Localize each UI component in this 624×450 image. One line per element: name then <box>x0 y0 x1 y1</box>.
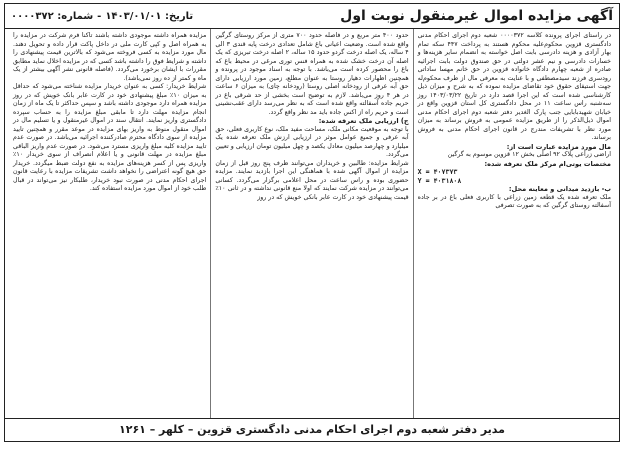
meta-separator: - <box>97 10 102 22</box>
conditions-continued: مزایده همراه داشته موجودی داشته باشند تاکنا فرم شرکت در مزایده را به همراه اصل و کپی کارت ملی در داخل پاکت قرار داده و تحویل دهند. مال مورد مزایده به کسی فروخته می‌شود که بالاترین قیمت پیشنهادی را داشته و شرایط فوق را داشته باشد کسی که در مزایده اخلال نماید مطابق مقررات با ایشان برخورد می‌گردد. (فاصله قانونی نشر آگهی بیشتر از یک ماه و کمتر از ده روز نمی‌باشد). <box>13 32 207 82</box>
notice-date: تاریخ: ۱۴۰۳/۰۱/۰۱ <box>105 10 194 22</box>
property-description: اراضی زراعی پلاک ۹۲ اصلی بخش ۱۲ قزوین موسوم به گرگین <box>447 151 611 158</box>
column-middle <box>211 29 413 418</box>
buyer-conditions: شرایط خریدار: کسی به عنوان خریدار مزایده شناخته می‌شود که حداقل به میزان ۱۰٪ مبلغ پیشنهادی خود در کارت عابر بانک خویش که در روز مزایده همراه دارد موجودی داشته باشد و سپس حداکثر تا یک ماه از زمان انجام مزایده مهلت دارد تا مابقی مبلغ مزایده را به حساب سپرده دادگستری واریز نمایند. انتقال سند در اموال غیرمنقول و یا تسلیم مال در اموال منقول منوط به واریز بهای مزایده در موعد مقرر و همچنین تایید مزایده از سوی دادگاه محترم صادرکننده اجرائیه می‌باشد. در صورت عدم تایید مزایده کلیه مبلغ واریزی مسترد می‌شود. در صورت عدم واریز الباقی مبلغ مزایده در مهلت قانونی و یا اعلام انصراف از سوی خریدار ۱۰٪ واریزی پس از کسر هزینه‌های مزایده به نفع دولت ضبط میگردد. خریدار حق هیچ گونه اعتراضی را نخواهد داشت تشریفات مزایده با رعایت قانون اجرای احکام مدنی در صورت نبود خریدار، طلبکار نیز می‌تواند در قبال طلب خود از اموال مورد مزایده استفاده کند. <box>13 83 207 192</box>
valuation-heading: ج) ارزیابی ملک تعرفه شده: <box>318 117 409 125</box>
notice-title: آگهی مزایده اموال غیرمنقول نوبت اول <box>340 8 613 24</box>
coordinates-heading: مختصات یوتی‌ام مرکز ملک تعرفه شده: <box>484 159 611 168</box>
coordinate-x <box>418 168 611 177</box>
column-left <box>9 29 211 418</box>
coordinate-y-value: ۴۰۳۱۸۰۸ <box>433 176 462 185</box>
column-right <box>414 29 615 418</box>
coordinate-y-label: Y = <box>417 176 430 185</box>
inspection-heading: ب- بازدید میدانی و معاینه محل: <box>508 185 611 193</box>
auction-conditions: شرایط مزایده: طالبین و خریداران می‌توانند ظرف پنج روز قبل از زمان مزایده از اموال آگهی شده با هماهنگی این اجرا بازدید نمایند. مزایده حضوری بوده و راس ساعت در محل اعلامی برگزار می‌گردد. کسانی می‌توانند در مزایده شرکت نمایند که اولا منع قانونی نداشته و در ثانی ۱۰٪ قیمت پیشنهادی خود در کارت عابر بانکی خویش که در روز <box>215 159 409 201</box>
notice-footer: مدیر دفتر شعبه دوم اجرای احکام مدنی دادگستری قزوین – کلهر – ۱۲۶۱ <box>5 418 619 441</box>
intro-paragraph: در راستای اجرای پرونده کلاسه ۰۰۰۰۳۷۲ شعبه دوم اجرای احکام مدنی دادگستری قزوین محکوم‌علیه محکوم هستند به پرداخت ۴۴۷ سکه تمام بهار آزادی و هزینه دادرسی بابت اصل خواسته به انضمام سایر هزینه‌ها و خسارات دادرسی و نیم عشر دولتی در حق صندوق دولت بابت اجرائیه صادره از شعبه چهارم دادگاه خانواده قزوین در حق خانم مهسا ساداتی رودسری فرزند سیدمصطفی و با عنایت به معرفی مال از طرف محکوم‌له جهت استیفای حقوق خود تقاضای مزایده نموده که به شرح و میزان ذیل کارشناسی شده است که این اجرا قصد دارد در تاریخ ۱۴۰۳/۰۳/۲۲ روز سه‌شنبه راس ساعت ۱۱ در محل دادگستری کل استان قزوین واقع در خیابان شهیدبابایی جنب پارک الغدیر دفتر شعبه دوم اجرای احکام مدنی اموال ذیل‌الذکر را از طریق مزایده عمومی به فروش برساند به میزان مورد نظر با تشریفات مندرج در قانون اجرای احکام مدنی به فروش برساند. <box>417 32 612 141</box>
notice-body <box>5 29 619 418</box>
inspection-paragraph: ملک تعرفه شده یک قطعه زمین زراعی با کاربری فعلی باغ در بر جاده آسفالته روستای گرگین که به صورت تصرفی <box>417 193 611 209</box>
property-heading: مال مورد مزایده عبارت است از: <box>506 142 611 151</box>
notice-number: شماره: ۰۰۰۰۳۷۲ <box>11 10 94 22</box>
coordinate-y <box>418 177 611 186</box>
coordinate-x-value: ۴۰۷۳۷۳ <box>433 168 458 176</box>
notice-page <box>4 3 620 442</box>
notice-meta <box>11 11 193 22</box>
coordinate-x-label: X = <box>417 168 430 176</box>
valuation-paragraph: با توجه به موقعیت مکانی ملک، مساحت مفید ملک، نوع کاربری فعلی، حق آبه عرفی و جمیع عوامل موثر در ارزیابی ارزش ملک تعرفه شده یک میلیارد و چهارصد میلیون معادل یکصد و چهل میلیون تومان ارزیابی و تعیین می‌گردد. <box>215 125 409 158</box>
inspection-continued: حدود ۴۰۰ متر مربع و در فاصله حدود ۷۰۰ متری از مرکز روستای گرگین واقع شده است. وضعیت اعیانی باغ شامل تعدادی درخت پایه قندی ۳ الی ۴ ساله، یک اصله درخت گردو حدود ۱۵ ساله، ۲ اصله درخت تبریزی که یک اصله آن درخت خشک شده به همراه فنس توری مرغی در محیط باغ که باغ را محصور کرده است می‌باشد. با توجه به اسناد موجود در پرونده و همچنین اظهارات دهیار روستا به عنوان مطلع، زمین مورد ارزیابی دارای حق آبه عرفی از رودخانه اصلی روستا (رودخانه چای) به میزان ۶ ساعت در هر ۴ روز می‌باشد. لازم به توضیح است بخشی از حد شرقی باغ در حریم جاده آسفالته واقع شده است که به نظر می‌رسد دارای عقب‌نشینی است و حریم راه از اکس جاده باید مد نظر واقع گردد. <box>215 32 409 116</box>
notice-header <box>5 4 619 29</box>
